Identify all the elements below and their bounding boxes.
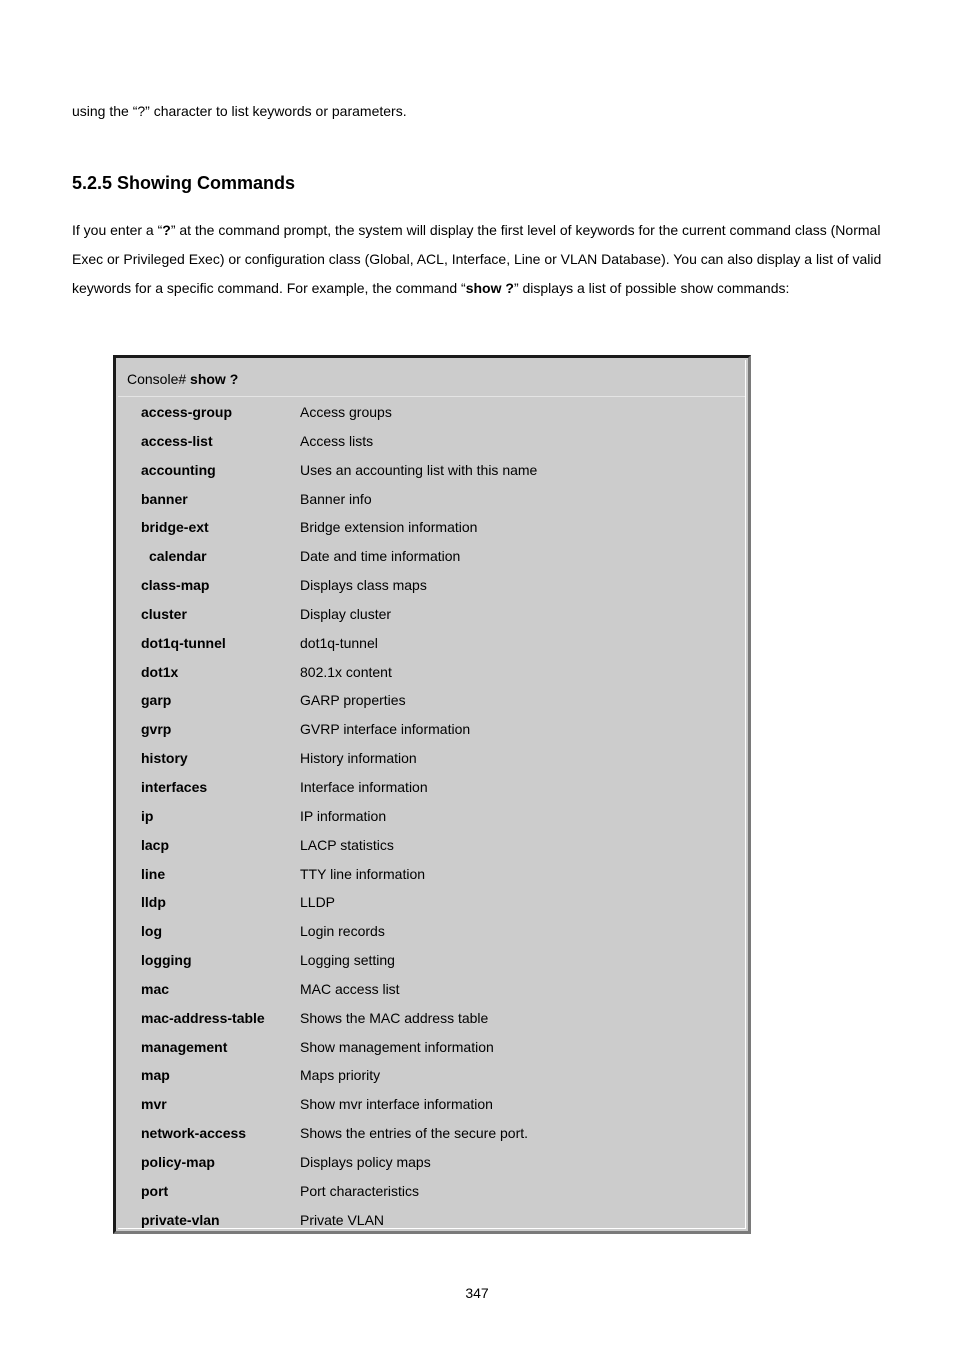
command-row [118,1034,745,1063]
command-description: GVRP interface information [300,721,471,738]
command-row [118,687,745,716]
command-description: Access lists [300,432,374,449]
command-row [118,774,745,803]
command-description: LLDP [300,894,336,911]
command-description: Displays class maps [300,577,427,594]
command-description: Access groups [300,404,392,420]
command-keyword: mac [141,980,170,997]
command-description: Bridge extension information [300,519,478,536]
command-keyword: lldp [141,894,166,911]
command-row [118,1062,745,1091]
command-row [118,514,745,543]
command-row [118,457,745,486]
command-keyword: gvrp [141,721,172,738]
command-keyword: cluster [141,605,187,622]
command-list [118,399,745,1235]
command-description: Show management information [300,1038,494,1055]
command-keyword: line [141,865,166,882]
command-row [118,1005,745,1034]
command-description: IP information [300,807,387,824]
command-keyword: access-group [141,404,233,420]
command-keyword: class-map [141,577,210,594]
command-keyword: lacp [141,836,170,853]
command-row [118,745,745,774]
command-row [118,399,745,428]
command-keyword: private-vlan [141,1211,220,1228]
prompt-divider [118,396,745,397]
command-description: Banner info [300,490,372,507]
command-description: Date and time information [300,548,461,565]
command-keyword: dot1x [141,663,179,680]
body-paragraph [72,216,892,303]
command-description: TTY line information [300,865,426,882]
command-row [118,889,745,918]
command-row [118,976,745,1005]
command-row [118,428,745,457]
command-description: Shows the entries of the secure port. [300,1125,529,1142]
command-keyword: banner [141,490,188,507]
command-row [118,601,745,630]
command-keyword: mac-address-table [141,1009,265,1026]
command-description: LACP statistics [300,836,394,853]
console-command: show ? [190,371,239,387]
command-row [118,861,745,890]
command-keyword: calendar [149,548,207,565]
command-row [118,1091,745,1120]
paragraph-bold-show: show ? [465,280,514,296]
command-description: Show mvr interface information [300,1096,493,1113]
command-keyword: access-list [141,432,213,449]
command-row [118,832,745,861]
command-description: Login records [300,923,385,940]
command-row [118,1178,745,1207]
paragraph-bold-question: ? [162,222,171,238]
command-row [118,716,745,745]
command-row [118,630,745,659]
command-description: MAC access list [300,980,400,997]
command-description: Displays policy maps [300,1153,431,1170]
command-description: Private VLAN [300,1211,385,1228]
command-description: History information [300,750,417,767]
page-number: 347 [465,1285,489,1301]
command-row [118,1149,745,1178]
command-keyword: history [141,750,188,767]
section-heading: 5.2.5 Showing Commands [72,173,296,193]
command-keyword: management [141,1038,228,1055]
console-prompt-line [127,370,238,388]
command-row [118,572,745,601]
command-keyword: accounting [141,461,216,478]
command-description: 802.1x content [300,663,392,680]
command-description: dot1q-tunnel [300,634,378,651]
command-row [118,1120,745,1149]
command-keyword: logging [141,952,192,969]
command-description: Shows the MAC address table [300,1009,489,1026]
paragraph-text-3: ” displays a list of possible show commands: [513,280,790,296]
console-inner [118,360,746,1229]
command-keyword: map [141,1067,170,1084]
command-keyword: policy-map [141,1153,215,1170]
command-keyword: garp [141,692,172,709]
command-keyword: dot1q-tunnel [141,634,226,651]
command-keyword: ip [141,807,154,824]
command-keyword: bridge-ext [141,519,209,536]
paragraph-text-1: If you enter a “ [72,222,163,238]
command-keyword: port [141,1182,169,1199]
paragraph-text-2: ” at the command prompt, the system will display the first level of keywords for the current command class (Normal Exec or Privileged Exec) or configuration class (Global, ACL, Interface, Line or VLAN Database). You can also display a list of valid keywords for a specific command. For example, the command “ [72,222,882,296]
command-row [118,486,745,515]
command-keyword: mvr [141,1096,167,1113]
command-description: Maps priority [300,1067,381,1084]
command-description: Interface information [300,778,428,795]
command-description: Display cluster [300,605,392,622]
command-row [118,1207,745,1236]
command-description: Logging setting [300,952,395,969]
command-description: GARP properties [300,692,406,709]
console-output-box [113,355,751,1234]
command-description: Port characteristics [300,1182,420,1199]
command-row [118,543,745,572]
console-prompt: Console# [127,371,187,387]
command-row [118,918,745,947]
command-keyword: interfaces [141,778,208,795]
command-keyword: log [141,923,162,940]
intro-line: using the “?” character to list keywords or parameters. [72,103,407,119]
command-row [118,947,745,976]
command-description: Uses an accounting list with this name [300,461,538,478]
command-row [118,803,745,832]
command-keyword: network-access [141,1125,247,1142]
command-row [118,659,745,688]
